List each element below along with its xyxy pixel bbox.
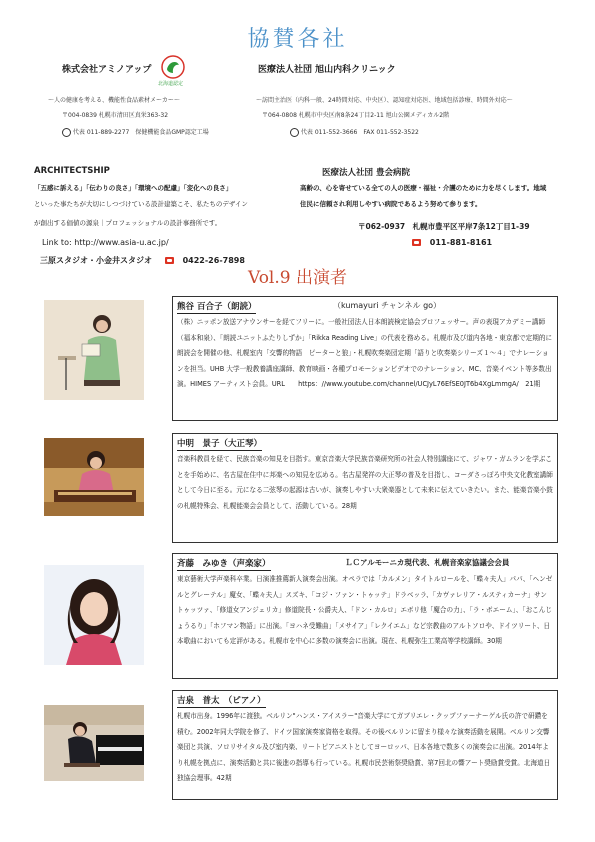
asahiyama-address: 〒064-0808 札幌市中央区南8条24丁目2-11 旭山公園メディカル2階: [262, 112, 450, 119]
asahiyama-phone: 代表 011-552-3666 FAX 011-552-3522: [290, 128, 419, 137]
hokkaido-badge: 北海道認定: [158, 81, 184, 87]
performer-photo-saito: [44, 565, 144, 665]
aminoup-address: 〒004-0839 札幌市清田区真栄363-32: [62, 112, 169, 119]
aminoup-tagline: ～人の健康を考える、機能性食品素材メーカー～: [48, 97, 180, 104]
performer-bio: （株）ニッポン放送アナウンサーを経てフリーに。一般社団法人日本朗読検定協会プロフェッサー。声の表現アカデミー講師（福本和泉）、「朗読ユニットふたりしずか」「Rikka Reading Live」の代表を務める。札幌市及び道内各地・東京都で定期的に朗読会を開催の他、札幌室内「交響的物語 ピーターと狼」・札幌吹奏楽団定期「語りと吹奏楽シリーズ１～４」でナレーションを担当。UHB 大学一般教養講座講師、教育映画・各種プロモーションビデオでのナレーション、MC、音楽イベント等多数出演。HIMES アーティスト会員。URL https：//www.youtube.com/channel/UCJyL76EfSE0JT6b4XgLmmgA/ 21期: [177, 318, 553, 389]
sponsor-name-aminoup: 株式会社アミノアップ: [62, 65, 152, 75]
asahiyama-tagline: ～訪問主治医（内科一般、24時間対応、中央区）、認知症対応医、地域包括診療、時間外対応～: [256, 97, 513, 104]
performer-photo-kumagai: [44, 300, 144, 400]
phone-circle-icon: [290, 128, 299, 137]
sponsor-name-architectship: ARCHITECTSHIP: [34, 166, 110, 176]
performer-name: 斉藤 みゆき（声楽家）: [177, 559, 271, 569]
toyokai-desc-2: 住民に信頼され利用しやすい病院であるよう努めて参ります。: [300, 200, 482, 208]
performer-card-kumagai: [172, 296, 558, 421]
vol-title: Vol.9 出演者: [247, 268, 347, 288]
architectship-link[interactable]: Link to: http://www.asia-u.ac.jp/: [42, 238, 169, 247]
sponsor-name-asahiyama-clinic: 医療法人社団 旭山内科クリニック: [258, 65, 396, 75]
performer-bio: 札幌市出身。1996年に渡独。ベルリン"ハンス・アイスラー"音楽大学にてガブリエレ・クップファーナーゲル氏の許で研鑽を積む。2002年同大学院を修了、ドイツ国家演奏家資格を取得。その後ベルリンに留まり様々な演奏活動を展開。ベルリン交響楽団と共演、ソロリサイタル及び室内楽、リートピアニストとしてヨーロッパ、日本各地で数多くの演奏会に出演。2014年より札幌を拠点に、演奏活動と共に後進の指導も行っている。札幌市民芸術祭奨励賞、第7回北の響アート奨励賞受賞。北海道日独協会理事。42期: [177, 712, 551, 783]
performer-card-nakaaki: [172, 433, 558, 543]
toyokai-address: 〒062-0937 札幌市豊平区平岸7条12丁目1-39: [358, 222, 530, 231]
page-title: 協賛各社: [247, 27, 348, 52]
performer-name: 中明 景子（大正琴）: [177, 439, 263, 449]
toyokai-desc-1: 高齢の、心を寄せている全ての人の医療・福祉・介護のために力を尽くします。地域: [300, 184, 547, 192]
performer-subtitle: （kumayuri チャンネル go）: [333, 301, 442, 310]
phone-circle-icon: [62, 128, 71, 137]
performer-name: 熊谷 百合子（朗読）: [177, 302, 257, 312]
performer-bio: 音楽科教員を経て、民族音楽の知見を目指す。東京音楽大学民族音楽研究所の社会人特別講座にて、ジャワ・ガムランを学ぶことを手始めに、名古屋在住中に邦楽への知見を広める。名古屋発祥の大正琴の普及を目指し、コーダさっぽろ中央文化教室講師として今日に至る。元になる二弦琴の起源は古いが、演奏しやすい大衆楽器として未来に伝えていきたい。また、能楽音楽小鼓の札幌特殊会、札幌能楽会会員として、活動している。28期: [177, 455, 553, 510]
performer-card-saito: [172, 553, 558, 679]
performer-photo-yoshiizumi: [44, 705, 144, 781]
performer-card-yoshiizumi: [172, 690, 558, 800]
aminoup-phone: 代表 011-889-2277 保健機能食品GMP認定工場: [62, 128, 209, 137]
architectship-studio: 三原スタジオ・小金井スタジオ 0422-26-7898: [40, 256, 245, 265]
aminoup-logo-icon: [160, 54, 186, 80]
performer-name: 吉泉 普太 （ピアノ）: [177, 696, 266, 706]
sponsor-name-toyokai-hospital: 医療法人社団 豊会病院: [322, 168, 410, 178]
performer-subtitle: ＬＣアルモーニカ現代表、札幌音楽家協議会会員: [345, 558, 510, 567]
architectship-desc-1: 「五感に訴える」「伝わりの良さ」「環境への配慮」「変化への良さ」: [34, 184, 233, 192]
architectship-desc-2: といった事たちが大切にしつづけている設計建築こそ、私たちのデザイン: [34, 200, 248, 208]
toyokai-phone: 011-881-8161: [412, 238, 492, 247]
architectship-desc-3: が創出する価値の源泉｜プロフェッショナルの設計事務所です。: [34, 219, 222, 227]
performer-photo-nakaaki: [44, 438, 144, 516]
phone-icon: [412, 239, 421, 246]
performer-bio: 東京藝術大学声楽科卒業。日演准推薦新人演奏会出演。オペラでは「カルメン」タイトルロールを、「蝶々夫人」パパ、「ヘンゼルとグレーテル」魔女、「蝶々夫人」スズキ、「コジ・ファン・トゥッテ」ドラベッラ、「カヴァレリア・ルスティカーナ」サントゥッツァ、「修道女アンジェリカ」修道院長・公爵夫人、「ドン・カルロ」エボリ他「魔合の力」、「ラ・ボエーム」、「おこんじょうるり」「ホフマン物語」に出演。「ヨハネ受難曲」「メサイア」「レクイエム」など宗教曲のアルトソロや、ドイツリート、日本歌曲においても定評がある。札幌市を中心に多数の演奏会に出演。現在、札幌弥生工業高等学校講師。30期: [177, 575, 553, 646]
